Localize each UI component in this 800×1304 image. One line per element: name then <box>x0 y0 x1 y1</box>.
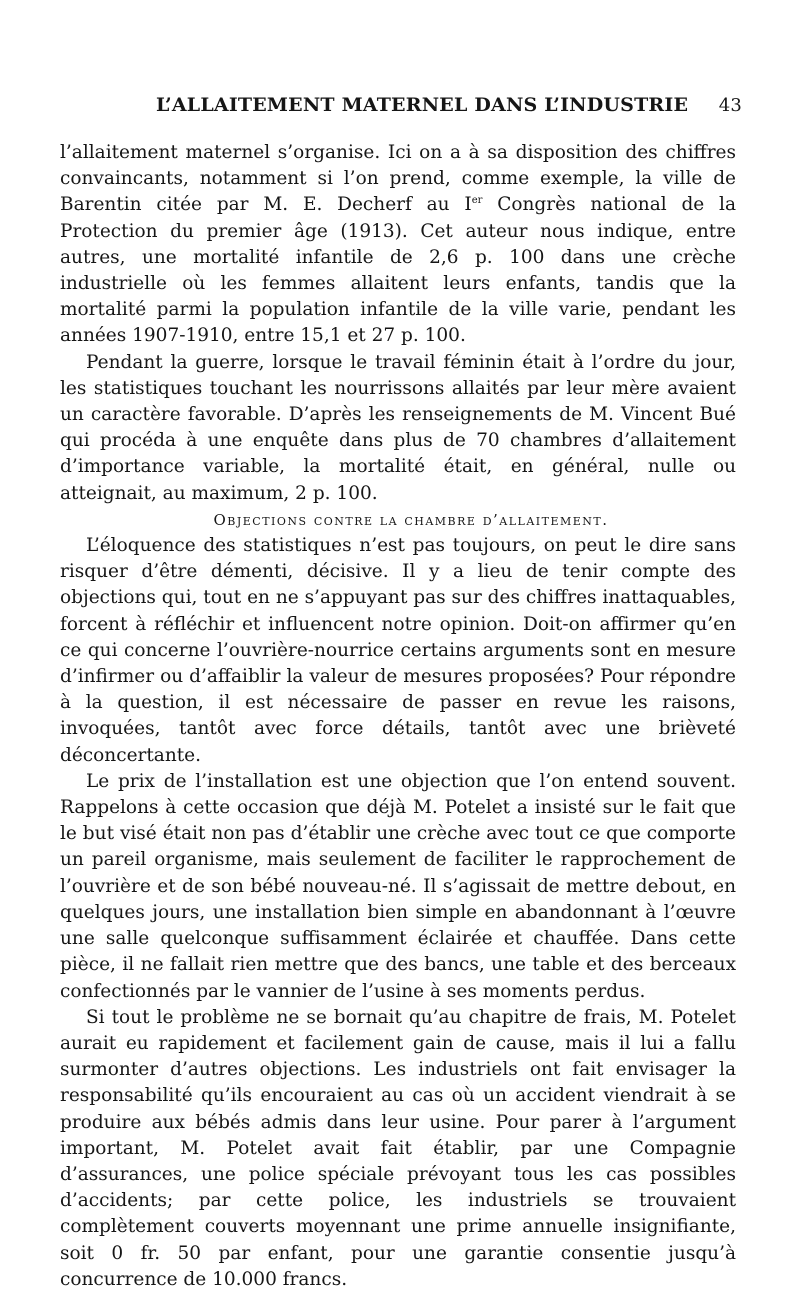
paragraph-text-continued: Congrès national de la Protection du premier âge (1913). Cet auteur nous indique, entre autres, une mortalité infantile de 2,6 p. 100 dans une crèche industrielle où les femmes allaitent leurs enfants, tandis que la mortalité parmi la population infantile de la ville varie, pendant les années 1907-1910, entre 15,1 et 27 p. 100. <box>60 194 737 347</box>
paragraph <box>60 140 736 350</box>
paragraph-text: l’allaitement maternel s’organise. Ici on a à sa disposition des chiffres convaincants, notamment si l’on prend, comme exemple, la ville de Barentin citée par M. E. Decherf au <box>60 142 736 216</box>
paragraph: Pendant la guerre, lorsque le travail féminin était à l’ordre du jour, les statistiques touchant les nourrissons allaités par leur mère avaient un caractère favorable. D’après les renseignements de M. Vincent Bué qui procéda à une enquête dans plus de 70 chambres d’allaitement d’importance variable, la mortalité était, en général, nulle ou atteignait, au maximum, 2 p. 100. <box>60 351 736 504</box>
paragraph: Si tout le problème ne se bornait qu’au chapitre de frais, M. Potelet aurait eu rapidement et facilement gain de cause, mais il lui a fallu surmonter d’autres objections. Les industriels ont fait envisager la responsabilité qu’ils encouraient au cas où un accident viendrait à se produire aux bébés admis dans leur usine. Pour parer à l’argument important, M. Potelet avait fait établir, par une Compagnie d’assurances, une police spéciale prévoyant tous les cas possibles d’accidents; par cette police, les industriels se trouvaient complètement couverts moyennant une prime annuelle insignifiante, soit 0 fr. 50 par enfant, pour une garantie consentie jusqu’à concurrence de 10.000 francs. <box>60 1006 736 1290</box>
paragraph: Le prix de l’installation est une objection que l’on entend souvent. Rappelons à cette occasion que déjà M. Potelet a insisté sur le fait que le but visé était non pas d’établir une crèche avec tout ce que comporte un pareil organisme, mais seulement de faciliter le rapprochement de l’ouvrière et de son bébé nouveau-né. Il s’agissait de mettre debout, en quelques jours, une installation bien simple en abandonnant à l’œuvre une salle quelconque suffisamment éclairée et chauffée. Dans cette pièce, il ne fallait rien mettre que des bancs, une table et des berceaux confectionnés par le vannier de l’usine à ses moments perdus. <box>60 770 736 1002</box>
ordinal-suffix: er <box>471 195 483 207</box>
section-heading: Objections contre la chambre d’allaitement. <box>213 510 609 529</box>
running-header <box>60 94 742 116</box>
congress-ordinal: I <box>464 194 472 216</box>
paragraph: L’éloquence des statistiques n’est pas toujours, on peut le dire sans risquer d’être démenti, décisive. Il y a lieu de tenir compte des objections qui, tout en ne s’appuyant pas sur des chiffres inattaquables, forcent à réfléchir et influencent notre opinion. Doit-on affirmer qu’en ce qui concerne l’ouvrière-nourrice certains arguments sont en mesure d’infirmer ou d’affaiblir la valeur de mesures proposées? Pour répondre à la question, il est nécessaire de passer en revue les raisons, invoquées, tantôt avec force détails, tantôt avec une brièveté déconcertante. <box>60 535 736 766</box>
running-title: L’ALLAITEMENT MATERNEL DANS L’INDUSTRIE <box>156 94 689 116</box>
body-text <box>60 140 736 1293</box>
page-number: 43 <box>718 95 742 116</box>
